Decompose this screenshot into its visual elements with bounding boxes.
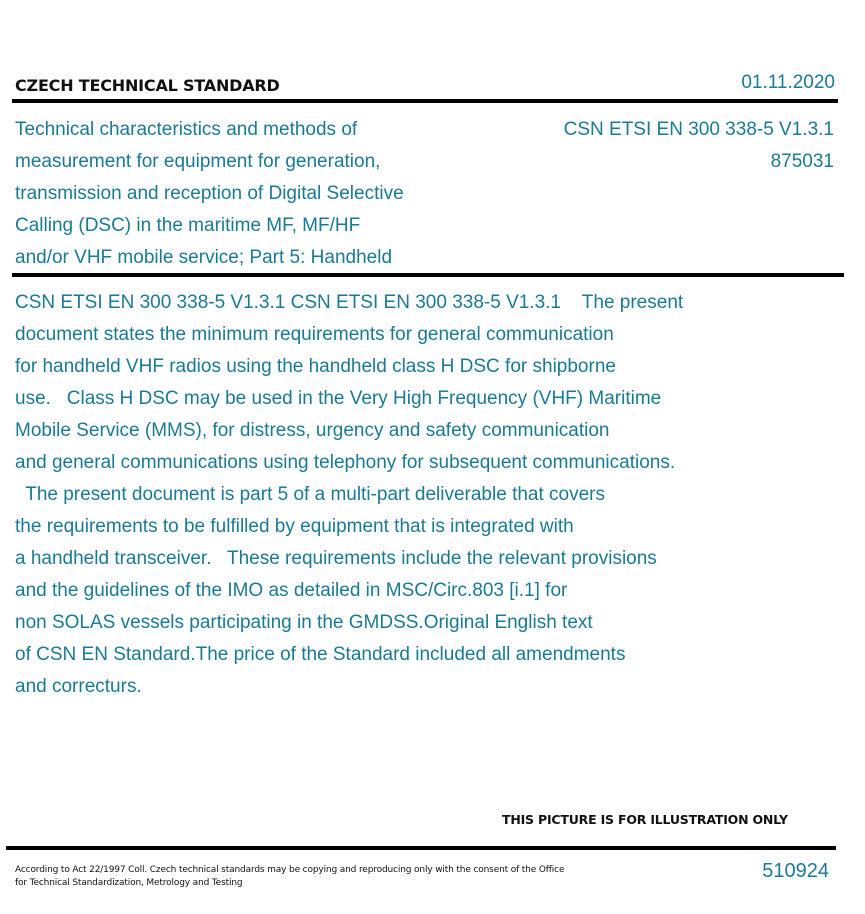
title-line: Technical characteristics and methods of <box>15 119 358 140</box>
legal-line: According to Act 22/1997 Coll. Czech technical standards may be copying and reproducing only with the consent of the Office <box>15 865 565 875</box>
standard-type-heading: CZECH TECHNICAL STANDARD <box>15 76 280 95</box>
title-line: Calling (DSC) in the maritime MF, MF/HF <box>15 215 361 236</box>
abstract-line: CSN ETSI EN 300 338-5 V1.3.1 CSN ETSI EN 300 338-5 V1.3.1 The present <box>15 292 684 313</box>
abstract-line: of CSN EN Standard.The price of the Standard included all amendments <box>15 644 626 665</box>
abstract-line: the requirements to be fulfilled by equipment that is integrated with <box>15 516 574 537</box>
abstract-line: Mobile Service (MMS), for distress, urgency and safety communication <box>15 420 610 441</box>
standard-title <box>15 114 495 274</box>
standard-code-block <box>564 114 834 178</box>
illustration-disclaimer: THIS PICTURE IS FOR ILLUSTRATION ONLY <box>502 812 788 827</box>
title-line: transmission and reception of Digital Selective <box>15 183 404 204</box>
standard-code: CSN ETSI EN 300 338-5 V1.3.1 <box>563 119 834 140</box>
abstract-line: and general communications using telephony for subsequent communications. <box>15 452 676 473</box>
abstract-line: and the guidelines of the IMO as detailed in MSC/Circ.803 [i.1] for <box>15 580 568 601</box>
title-line: measurement for equipment for generation, <box>15 151 381 172</box>
abstract-text <box>15 287 835 703</box>
publication-date: 01.11.2020 <box>741 72 835 93</box>
abstract-line: document states the minimum requirements for general communication <box>15 324 614 345</box>
footer-rule <box>6 846 836 850</box>
catalog-number: 510924 <box>762 860 829 882</box>
abstract-line: non SOLAS vessels participating in the GMDSS.Original English text <box>15 612 593 633</box>
abstract-line: for handheld VHF radios using the handheld class H DSC for shipborne <box>15 356 616 377</box>
abstract-line: and correcturs. <box>15 676 142 697</box>
legal-line: for Technical Standardization, Metrology and Testing <box>15 878 243 888</box>
title-line: and/or VHF mobile service; Part 5: Handheld <box>15 247 393 268</box>
header-rule <box>12 99 838 103</box>
legal-notice <box>15 864 564 890</box>
class-number: 875031 <box>770 151 834 172</box>
abstract-line: The present document is part 5 of a multi-part deliverable that covers <box>15 484 606 505</box>
abstract-line: a handheld transceiver. These requirements include the relevant provisions <box>15 548 657 569</box>
abstract-line: use. Class H DSC may be used in the Very High Frequency (VHF) Maritime <box>15 388 662 409</box>
title-rule <box>12 273 844 277</box>
